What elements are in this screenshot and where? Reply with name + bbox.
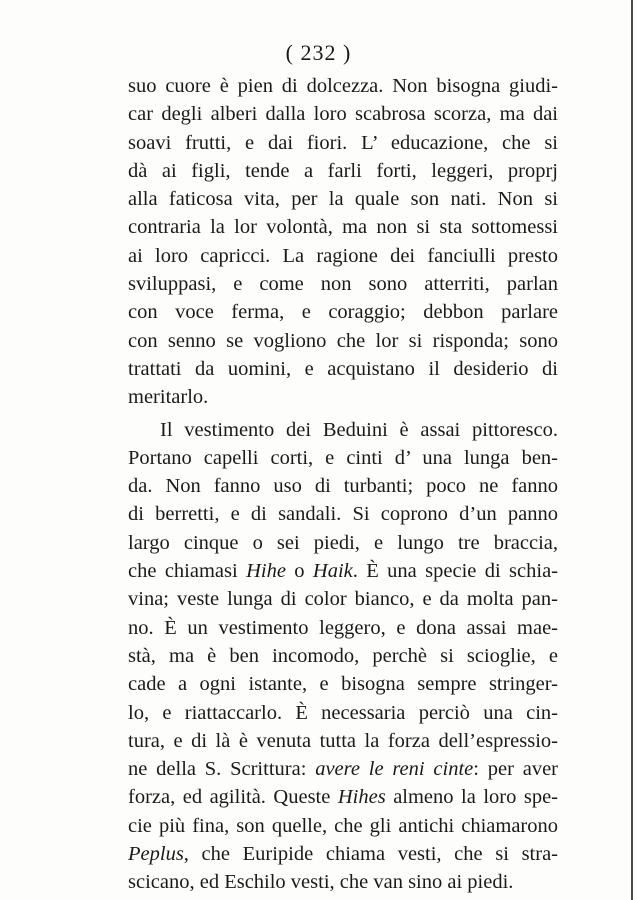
text-segment: meritarlo.	[128, 386, 209, 409]
text-segment: suo cuore è pien di dolcezza. Non bisogna giudi-	[128, 75, 558, 97]
text-segment: contraria la lor volontà, ma non si sta sottomessi	[128, 216, 558, 239]
text-line	[128, 868, 558, 896]
page-number: ( 232 )	[285, 40, 352, 65]
text-line	[128, 812, 558, 840]
text-segment: tura, e di là è venuta tutta la forza dell’espressio-	[128, 729, 558, 752]
text-line	[128, 327, 558, 355]
text-line	[128, 213, 558, 241]
text-segment: : per aver	[473, 758, 558, 781]
body-text	[128, 72, 558, 897]
text-segment: che chiamasi	[128, 560, 247, 583]
text-line	[128, 642, 558, 670]
text-segment: con voce ferma, e coraggio; debbon parlare	[128, 301, 558, 324]
text-line	[128, 727, 558, 755]
text-line	[128, 355, 558, 383]
text-line	[128, 783, 558, 811]
text-segment: con senno se vogliono che lor si risponda; sono	[128, 329, 558, 352]
text-segment: vina; veste lunga di color bianco, e da molta pan-	[128, 588, 558, 611]
text-line	[128, 670, 558, 698]
text-line	[128, 840, 558, 868]
italic-term: Hihes	[337, 786, 386, 809]
text-line	[128, 472, 558, 500]
text-segment: soavi frutti, e dai fiori. L’ educazione, che si	[128, 131, 558, 154]
text-segment: cade a ogni istante, e bisogna sempre stringer-	[128, 673, 558, 696]
text-segment: sviluppasi, e come non sono atterriti, parlan	[128, 273, 558, 296]
text-segment: o	[285, 560, 313, 583]
text-line	[128, 157, 558, 185]
text-segment: alla faticosa vita, per la quale son nati. Non si	[128, 188, 558, 211]
text-segment: ne della S. Scrittura:	[128, 758, 316, 781]
text-line	[128, 529, 558, 557]
text-line	[128, 100, 558, 128]
text-segment: car degli alberi dalla loro scabrosa scorza, ma dai	[128, 103, 558, 126]
text-segment: no. È un vestimento leggero, e dona assai mae-	[128, 616, 558, 639]
text-segment: ai loro capricci. La ragione dei fanciulli presto	[128, 244, 558, 267]
text-segment: trattati da uomini, e acquistano il desiderio di	[128, 357, 558, 380]
text-segment: , che Euripide chiama vesti, che si stra-	[183, 843, 558, 866]
text-segment: da. Non fanno uso di turbanti; poco ne fanno	[128, 475, 558, 498]
text-line	[128, 298, 558, 326]
text-line	[128, 416, 558, 444]
text-segment: Portano capelli corti, e cinti d’ una lunga ben-	[128, 446, 558, 469]
text-line	[128, 500, 558, 528]
page-edge	[631, 0, 633, 900]
text-segment: di berretti, e di sandali. Si coprono d’un panno	[128, 503, 558, 526]
text-line	[128, 699, 558, 727]
text-line	[128, 242, 558, 270]
text-segment: scicano, ed Eschilo vesti, che van sino ai piedi.	[128, 871, 514, 894]
text-line	[128, 614, 558, 642]
text-line	[128, 185, 558, 213]
text-line	[128, 129, 558, 157]
text-segment: . È una specie di schia-	[352, 560, 559, 583]
italic-term: avere le reni cinte	[315, 758, 474, 781]
italic-term: Haik	[312, 560, 353, 583]
text-segment: dà ai figli, tende a farli forti, leggeri, proprj	[128, 159, 558, 182]
text-segment: Il vestimento dei Beduini è assai pittoresco.	[160, 418, 558, 441]
text-segment: stà, ma è ben incomodo, perchè si scioglie, e	[128, 644, 558, 667]
text-line	[128, 557, 558, 585]
italic-term: Peplus	[128, 843, 184, 866]
text-line	[128, 383, 558, 411]
text-segment: almeno la loro spe-	[385, 786, 558, 809]
text-segment: lo, e riattaccarlo. È necessaria perciò una cin-	[128, 701, 558, 724]
text-line	[128, 585, 558, 613]
text-segment: forza, ed agilità. Queste	[128, 786, 338, 809]
text-segment: largo cinque o sei piedi, e lungo tre braccia,	[128, 531, 558, 554]
text-line	[128, 270, 558, 298]
text-line	[128, 444, 558, 472]
text-segment: cie più fina, son quelle, che gli antichi chiamarono	[128, 814, 558, 837]
text-line	[128, 72, 558, 100]
italic-term: Hihe	[246, 560, 286, 583]
text-line	[128, 755, 558, 783]
